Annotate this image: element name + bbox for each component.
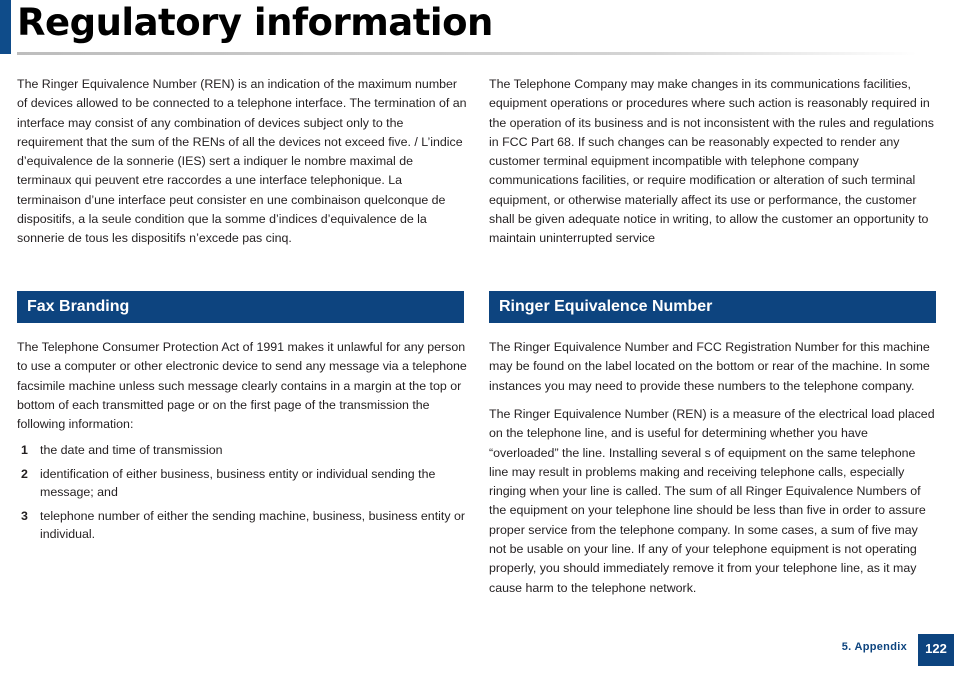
footer-chapter-label: 5. Appendix <box>841 641 907 653</box>
ren-label-paragraph: The Ringer Equivalence Number and FCC Registration Number for this machine may be found on the label located on the bottom or rear of the machine. In some instances you may need to provide these numbers to the telephone company. <box>489 340 930 393</box>
list-item-number: 3 <box>21 509 28 523</box>
ren-intro-paragraph: The Ringer Equivalence Number (REN) is an indication of the maximum number of devices allowed to be connected to a telephone interface. The termination of an interface may consist of any combination of devices subject only to the requirement that the sum of the RENs of all the devices not exceed five. / L’indice d’equivalence de la sonnerie (IES) sert a indiquer le nombre maximal de terminaux qui peuvent etre raccordes a une interface telephonique. La terminaison d’une interface peut consister en une combinaison quelconque de dispositifs, a la seule condition que la somme d’indices d’equivalence de la sonnerie de tous les dispositifs n’excede pas cinq. <box>17 77 467 246</box>
list-item <box>17 465 467 501</box>
page-title: Regulatory information <box>17 1 493 44</box>
fax-branding-paragraph: The Telephone Consumer Protection Act of 1991 makes it unlawful for any person to use a computer or other electronic device to send any message via a telephone facsimile machine unless such message clearly contains in a margin at the top or bottom of each transmitted page or on the first page of the transmission the following information: <box>17 340 467 432</box>
section-title: Ringer Equivalence Number <box>499 298 713 315</box>
left-intro <box>17 75 467 249</box>
fax-branding-list <box>17 441 467 549</box>
ren-measure-paragraph: The Ringer Equivalence Number (REN) is a measure of the electrical load placed on the telephone line, and is useful for determining whether you have “overloaded” the line. Installing several s of equipment on the same telephone line may result in problems making and receiving telephone calls, especially ringing when your line is called. The sum of all Ringer Equivalence Numbers of the equipment on your telephone line should be less than five in order to assure proper service from the telephone company. In some cases, a sum of five may not be usable on your line. If any of your telephone equipment is not operating properly, you should immediately remove it from your telephone line, as it may cause harm to the telephone network. <box>489 407 935 595</box>
title-underline <box>17 52 917 55</box>
title-accent-bar <box>0 0 11 54</box>
fax-branding-body <box>17 338 467 434</box>
section-header-ringer-equivalence <box>489 291 936 323</box>
ringer-equivalence-body-2 <box>489 405 937 598</box>
list-item <box>17 507 467 543</box>
list-item-number: 2 <box>21 467 28 481</box>
list-item-text: the date and time of transmission <box>40 443 223 457</box>
list-item-number: 1 <box>21 443 28 457</box>
list-item-text: identification of either business, business entity or individual sending the message; and <box>40 467 436 499</box>
telephone-company-paragraph: The Telephone Company may make changes in its communications facilities, equipment operations or procedures where such action is reasonably required in the operation of its business and is not inconsistent with the rules and regulations in FCC Part 68. If such changes can be reasonably expected to render any customer terminal equipment incompatible with telephone company communications facilities, or require modification or alteration of such terminal equipment, or otherwise materially affect its use or performance, the customer shall be given adequate notice in writing, to allow the customer an opportunity to maintain uninterrupted service <box>489 77 934 246</box>
right-intro <box>489 75 937 249</box>
page-number: 122 <box>918 634 954 666</box>
list-item <box>17 441 467 459</box>
section-header-fax-branding <box>17 291 464 323</box>
section-title: Fax Branding <box>27 298 130 315</box>
list-item-text: telephone number of either the sending machine, business, business entity or individual. <box>40 509 465 541</box>
ringer-equivalence-body-1 <box>489 338 937 396</box>
